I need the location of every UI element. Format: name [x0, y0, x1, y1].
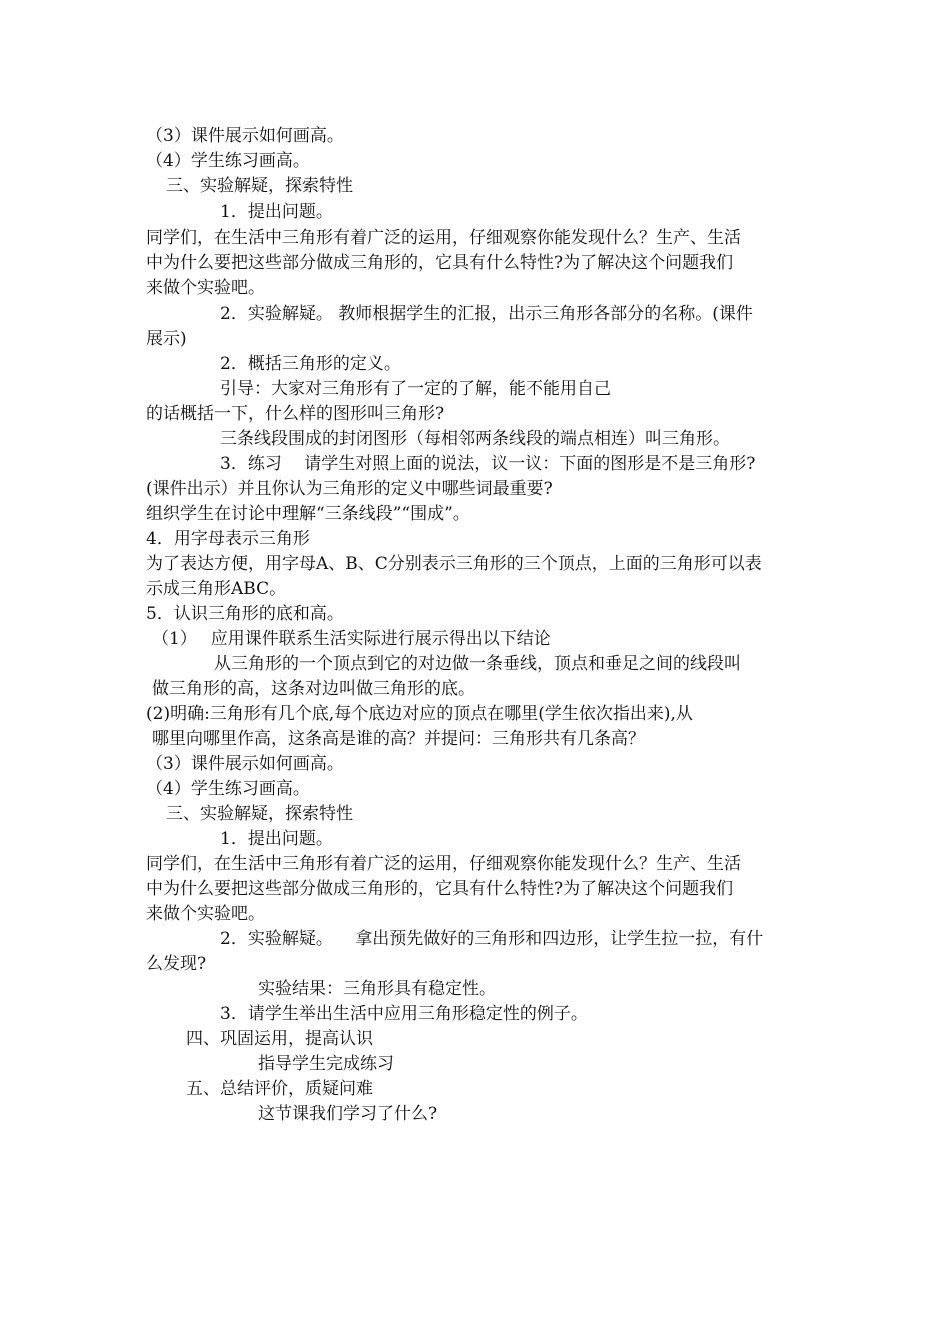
text-line: 中为什么要把这些部分做成三角形的，它具有什么特性?为了解决这个问题我们 — [146, 879, 734, 899]
text-line: 1．提出问题。 — [220, 202, 333, 222]
text-line: 5．认识三角形的底和高。 — [146, 604, 344, 624]
text-line: 三条线段围成的封闭图形（每相邻两条线段的端点相连）叫三角形。 — [220, 429, 730, 449]
text-line: 引导：大家对三角形有了一定的了解，能不能用自己 — [220, 379, 611, 399]
text-line: 组织学生在讨论中理解“三条线段”“围成”。 — [146, 504, 470, 524]
text-line: （4）学生练习画高。 — [146, 151, 310, 171]
text-line: 2．实验解疑。 教师根据学生的汇报，出示三角形各部分的名称。(课件 — [220, 304, 753, 324]
text-line: （4）学生练习画高。 — [146, 779, 310, 799]
text-line: 2．实验解疑。 拿出预先做好的三角形和四边形，让学生拉一拉，有什 — [220, 929, 764, 949]
text-line: 4．用字母表示三角形 — [146, 529, 310, 549]
text-line: 2．概括三角形的定义。 — [220, 354, 401, 374]
section-heading: 三、实验解疑，探索特性 — [166, 176, 353, 196]
text-line: 从三角形的一个顶点到它的对边做一条垂线，顶点和垂足之间的线段叫 — [214, 654, 741, 674]
section-heading: 四、巩固运用，提高认识 — [186, 1029, 373, 1049]
text-line: 来做个实验吧。 — [146, 278, 265, 298]
text-line: 实验结果：三角形具有稳定性。 — [258, 979, 496, 999]
text-line: 同学们，在生活中三角形有着广泛的运用，仔细观察你能发现什么？生产、生活 — [146, 854, 741, 874]
text-line: 的话概括一下，什么样的图形叫三角形? — [146, 404, 445, 424]
text-line: 做三角形的高，这条对边叫做三角形的底。 — [152, 679, 475, 699]
section-heading: 五、总结评价，质疑问难 — [186, 1079, 373, 1099]
text-line: 3．练习 请学生对照上面的说法，议一议：下面的图形是不是三角形? — [220, 454, 756, 474]
text-line: 么发现? — [146, 954, 207, 974]
text-line: 3．请学生举出生活中应用三角形稳定性的例子。 — [220, 1004, 588, 1024]
text-line: （3）课件展示如何画高。 — [146, 126, 344, 146]
text-line: 哪里向哪里作高，这条高是谁的高？并提问：三角形共有几条高？ — [152, 729, 645, 749]
section-heading: 三、实验解疑，探索特性 — [166, 804, 353, 824]
text-line: (课件出示）并且你认为三角形的定义中哪些词最重要? — [146, 479, 553, 499]
text-line: 这节课我们学习了什么? — [258, 1104, 438, 1124]
text-line: 展示) — [146, 329, 187, 349]
text-line: 1．提出问题。 — [220, 829, 333, 849]
text-line: (2)明确:三角形有几个底,每个底边对应的顶点在哪里(学生依次指出来),从 — [146, 704, 693, 724]
text-line: 中为什么要把这些部分做成三角形的，它具有什么特性?为了解决这个问题我们 — [146, 253, 734, 273]
text-line: 示成三角形ABC。 — [146, 579, 287, 599]
text-line: （3）课件展示如何画高。 — [146, 754, 344, 774]
text-line: （1） 应用课件联系生活实际进行展示得出以下结论 — [152, 629, 551, 649]
text-line: 同学们，在生活中三角形有着广泛的运用，仔细观察你能发现什么？生产、生活 — [146, 228, 741, 248]
text-line: 来做个实验吧。 — [146, 904, 265, 924]
text-line: 为了表达方便，用字母A、B、C分别表示三角形的三个顶点，上面的三角形可以表 — [146, 554, 762, 574]
text-line: 指导学生完成练习 — [258, 1054, 394, 1074]
